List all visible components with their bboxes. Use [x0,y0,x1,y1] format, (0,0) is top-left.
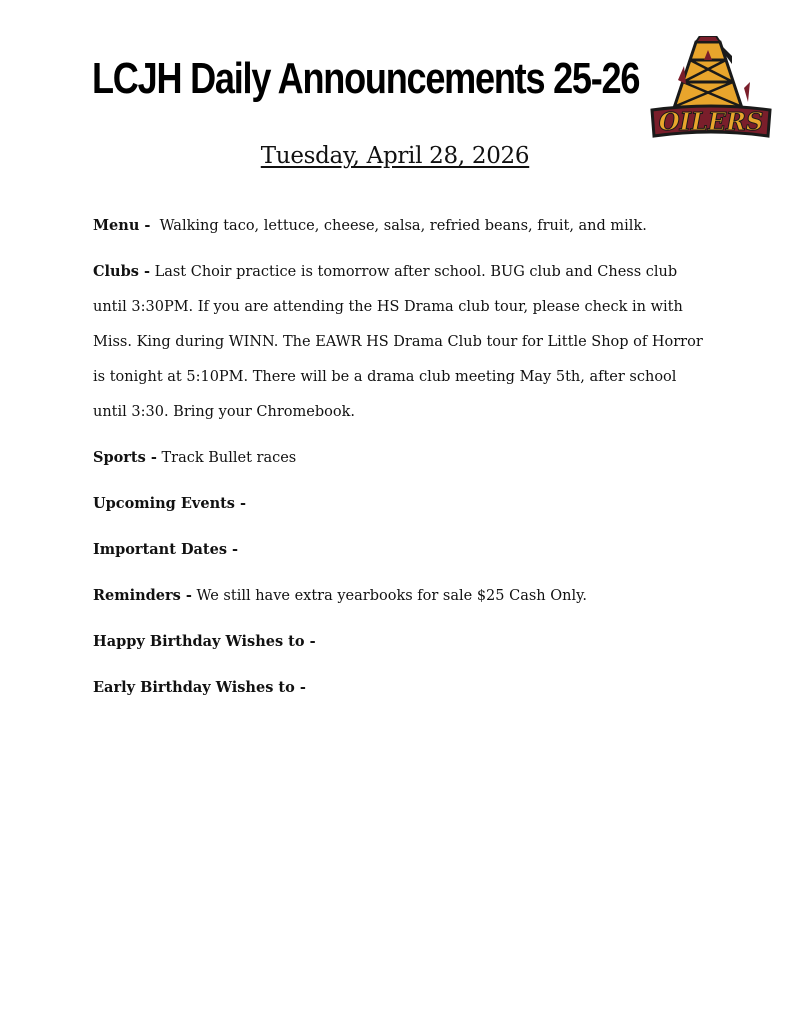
section-label: Early Birthday Wishes to - [93,679,306,696]
oilers-logo [650,36,772,142]
announcement-date: Tuesday, April 28, 2026 [260,143,530,169]
section-label: Menu - [93,217,151,234]
section-label: Upcoming Events - [93,495,247,512]
upcoming-events-section [93,486,713,522]
section-label: Happy Birthday Wishes to - [93,633,316,650]
page-title: LCJH Daily Announcements 25-26 [92,54,640,103]
section-text: We still have extra yearbooks for sale $25 Cash Only. [191,588,587,604]
section-text: Last Choir practice is tomorrow after school. BUG club and Chess club until 3:30PM. If you are attending the HS Drama club tour, please check in with Miss. King during WINN. The EAWR HS Drama Club tour for Little Shop of Horror is tonight at 5:10PM. There will be a drama club meeting May 5th, after school until 3:30. Bring your Chromebook. [93,264,708,420]
section-label: Sports - [93,449,157,466]
clubs-section [93,254,713,430]
oil-derrick-icon [672,36,750,114]
early-birthday-section [93,670,713,706]
announcement-body [93,208,713,716]
reminders-section [93,578,713,614]
section-label: Important Dates - [93,541,239,558]
section-label: Reminders - [93,587,192,604]
section-text: Walking taco, lettuce, cheese, salsa, refried beans, fruit, and milk. [150,218,647,234]
sports-section [93,440,713,476]
menu-section [93,208,713,244]
logo-text: OILERS [658,107,764,136]
section-text: Track Bullet races [156,450,297,466]
happy-birthday-section [93,624,713,660]
section-label: Clubs - [93,263,150,280]
important-dates-section [93,532,713,568]
